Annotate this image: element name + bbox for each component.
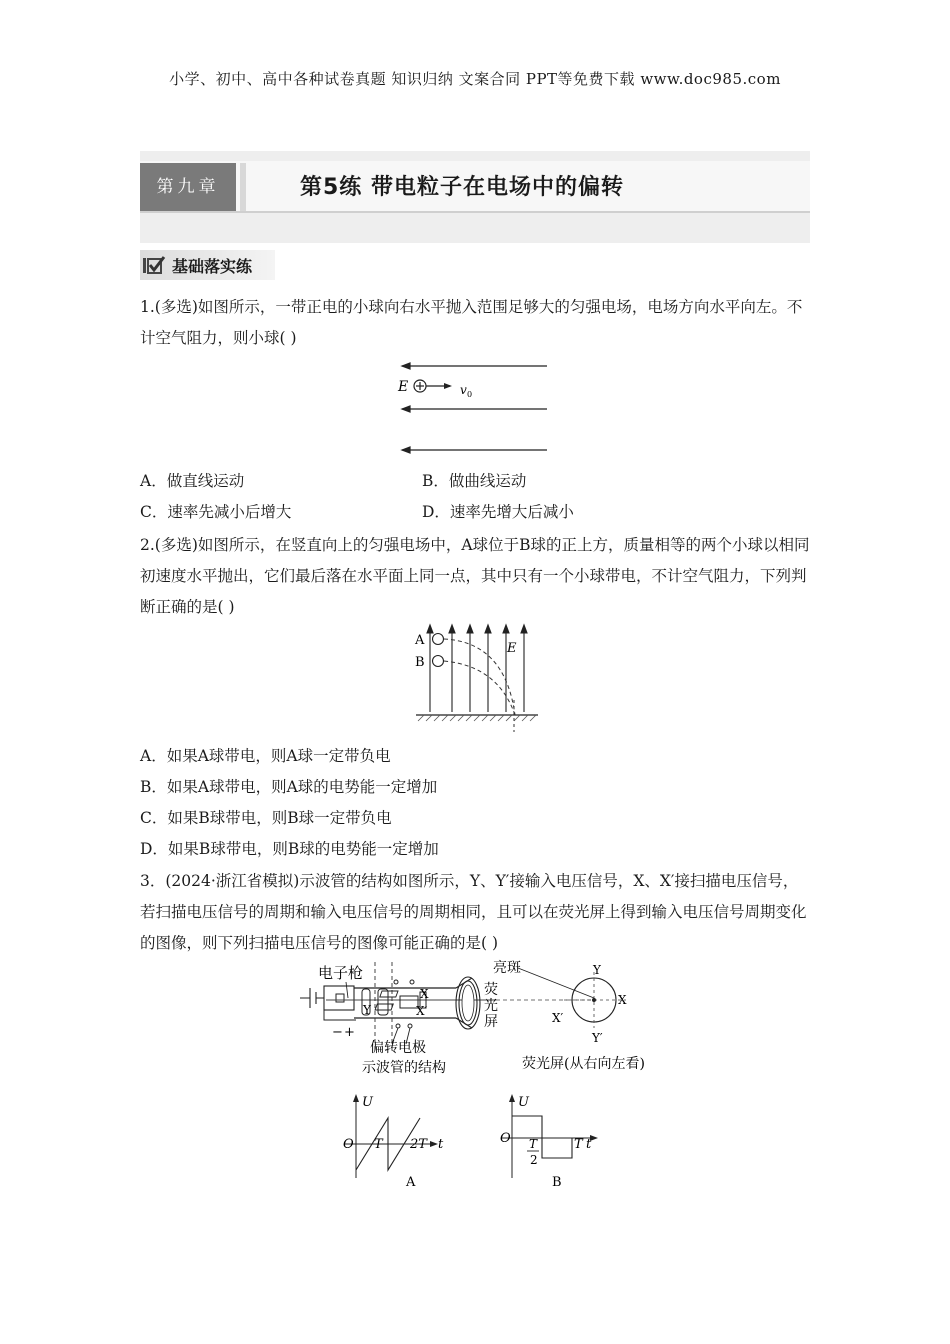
question-3-stem: 3．(2024·浙江省模拟)示波管的结构如图所示，Y、Y′接输入电压信号，X、X′接扫描电压信号，若扫描电压信号的周期和输入电压信号的周期相同，且可以在荧光屏上得到输入电压信号周期变化的图像，则下列扫描电压信号的图像可能正确的是( ) <box>140 872 807 952</box>
screen-caption: 荧光屏(从右向左看) <box>522 1056 645 1072</box>
q2-option-c: C．如果B球带电，则B球一定带负电 <box>140 809 392 827</box>
tick-t: T <box>374 1137 383 1152</box>
ball-a <box>433 634 444 645</box>
chapter-label: 第九章 <box>140 163 236 211</box>
structure-caption: 示波管的结构 <box>362 1060 446 1076</box>
x-label-structure: X <box>420 987 429 1001</box>
q2-option-b: B．如果A球带电，则A球的电势能一定增加 <box>140 778 438 796</box>
graph-a-label: A <box>406 1175 416 1190</box>
question-2-stem: 2.(多选)如图所示，在竖直向上的匀强电场中，A球位于B球的正上方，质量相等的两个小球以相同初速度水平抛出，它们最后落在水平面上同一点，其中只有一个小球带电，不计空气阻力，下列判断正确的是( ) <box>140 536 810 616</box>
checkbox-icon <box>142 254 166 276</box>
tick-2t: 2T <box>410 1137 427 1152</box>
question-1-figure <box>392 358 552 458</box>
q1-option-c: C．速率先减小后增大 <box>140 503 292 521</box>
u-axis-label: U <box>518 1095 529 1110</box>
t-axis-label: t <box>438 1137 444 1152</box>
screen-char-1: 荧 <box>484 982 498 998</box>
origin-label: O <box>500 1131 511 1146</box>
tick-half-t-den: 2 <box>530 1153 538 1167</box>
oscilloscope-structure-figure <box>296 958 656 1080</box>
xp-label-structure: X′ <box>416 1004 428 1018</box>
graph-b-label: B <box>552 1175 562 1190</box>
question-1-stem: 1.(多选)如图所示，一带正电的小球向右水平抛入范围足够大的匀强电场，电场方向水平向左。不计空气阻力，则小球( ) <box>140 298 803 347</box>
gun-label: 电子枪 <box>318 964 364 982</box>
xp-label-screen: X′ <box>552 1011 564 1025</box>
minus-sign: − <box>332 1025 343 1040</box>
graph-a <box>340 1092 450 1192</box>
site-banner-text: 小学、初中、高中各种试卷真题 知识归纳 文案合同 PPT等免费下载 www.doc985.com <box>169 70 781 88</box>
tick-half-t-num: T <box>529 1137 538 1151</box>
q1-option-b: B．做曲线运动 <box>422 472 527 490</box>
tick-t: T <box>574 1137 583 1152</box>
question-2-figure <box>410 620 542 735</box>
y-label-left: Y <box>363 1003 371 1017</box>
electrode-label: 偏转电极 <box>370 1040 426 1056</box>
yp-label-screen: Y′ <box>592 1031 603 1045</box>
plus-sign: + <box>344 1025 355 1040</box>
q1-option-d: D．速率先增大后减小 <box>422 503 574 521</box>
screen-char-3: 屏 <box>484 1014 498 1030</box>
graph-b <box>498 1092 608 1192</box>
section-title: 基础落实练 <box>172 257 253 276</box>
q1-option-a: A．做直线运动 <box>140 472 245 490</box>
field-label-e: E <box>507 641 517 656</box>
field-label-e: E <box>398 379 409 395</box>
ball-a-label: A <box>415 633 425 648</box>
chapter-divider <box>240 163 246 211</box>
ball-b <box>433 656 444 667</box>
u-axis-label: U <box>362 1095 373 1110</box>
q2-option-a: A．如果A球带电，则A球一定带负电 <box>140 747 391 765</box>
page-title: 第5练 带电粒子在电场中的偏转 <box>300 175 624 200</box>
y-label-screen: Y <box>593 963 601 977</box>
x-label-screen: X <box>618 993 627 1007</box>
spot-label: 亮斑 <box>493 960 521 976</box>
t-axis-label: t <box>586 1137 592 1152</box>
ball-b-label: B <box>415 655 425 670</box>
screen-char-2: 光 <box>484 998 498 1014</box>
q2-option-d: D．如果B球带电，则B球的电势能一定增加 <box>140 840 439 858</box>
origin-label: O <box>343 1137 354 1152</box>
velocity-label: v <box>460 383 467 397</box>
velocity-subscript: 0 <box>467 390 473 399</box>
